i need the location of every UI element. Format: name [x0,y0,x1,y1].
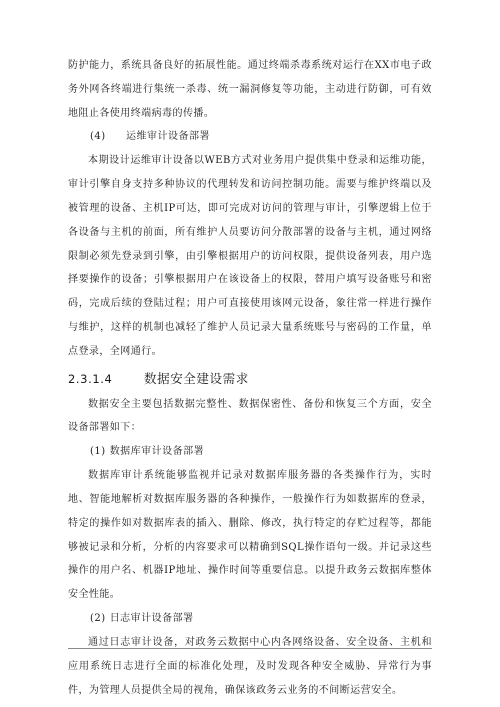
item-number: (2) [90,612,106,624]
subheading-ops-audit [68,125,432,149]
subheading-title: 运维审计设备部署 [126,131,210,143]
section-title: 数据安全建设需求 [144,370,249,386]
section-number: 2.3.1.4 [68,371,113,386]
paragraph-log-audit: 通过日志审计设备，对政务云数据中心内各网络设备、安全设备、主机和应用系统日志进行全面的标准化处理，及时发现各种安全威胁、异常行为事件，为管理人员提供全局的视角，确保该政务云业务的不间断运营安全。 [68,636,432,696]
subheading-number: (4) [90,131,106,143]
paragraph-terminal-antivirus: 防护能力，系统具备良好的拓展性能。通过终端杀毒系统对运行在XX市电子政务外网各终端进行集统一杀毒、统一漏洞修复等功能，主动进行防御，可有效地阻止各使用终端病毒的传播。 [68,60,432,119]
item-heading-db-audit [68,440,432,464]
footer-divider [68,648,432,649]
paragraph-db-audit: 数据库审计系统能够监视并记录对数据库服务器的各类操作行为，实时地、智能地解析对数据库服务器的各种操作，一般操作行为如数据库的登录，特定的操作如对数据库表的插入、删除、修改，执行特定的存贮过程等，都能够被记录和分析，分析的内容要求可以精确到SQL操作语句一级。并记录这些操作的用户名、机器IP地址、操作时间等重要信息。以提升政务云数据库整体安全性能。 [68,470,432,601]
item-number: (1) [90,446,106,458]
paragraph-ops-audit: 本期设计运维审计设备以WEB方式对业务用户提供集中登录和运维功能，审计引擎自身支持多种协议的代理转发和访问控制功能。需要与维护终端以及被管理的设备、主机IP可达，即可完成对访问的管理与审计，引擎逻辑上位于各设备与主机的前面，所有维护人员要访问分散部署的设备与主机，通过网络限制必须先登录到引擎，由引擎根据用户的访问权限，提供设备列表，用户选择要操作的设备；引擎根据用户在该设备上的权限，替用户填写设备账号和密码，完成后续的登陆过程；用户可直接使用该网元设备，象往常一样进行操作与维护，这样的机制也减轻了维护人员记录大量系统账号与密码的工作量，单点登录，全网通行。 [68,155,432,357]
section-heading-data-security [68,367,432,391]
item-title: 日志审计设备部署 [109,612,194,624]
paragraph-data-security-intro: 数据安全主要包括数据完整性、数据保密性、备份和恢复三个方面，安全设备部署如下： [68,398,432,434]
item-heading-log-audit [68,607,432,631]
page-body [68,54,432,702]
item-title: 数据库审计设备部署 [109,446,205,458]
